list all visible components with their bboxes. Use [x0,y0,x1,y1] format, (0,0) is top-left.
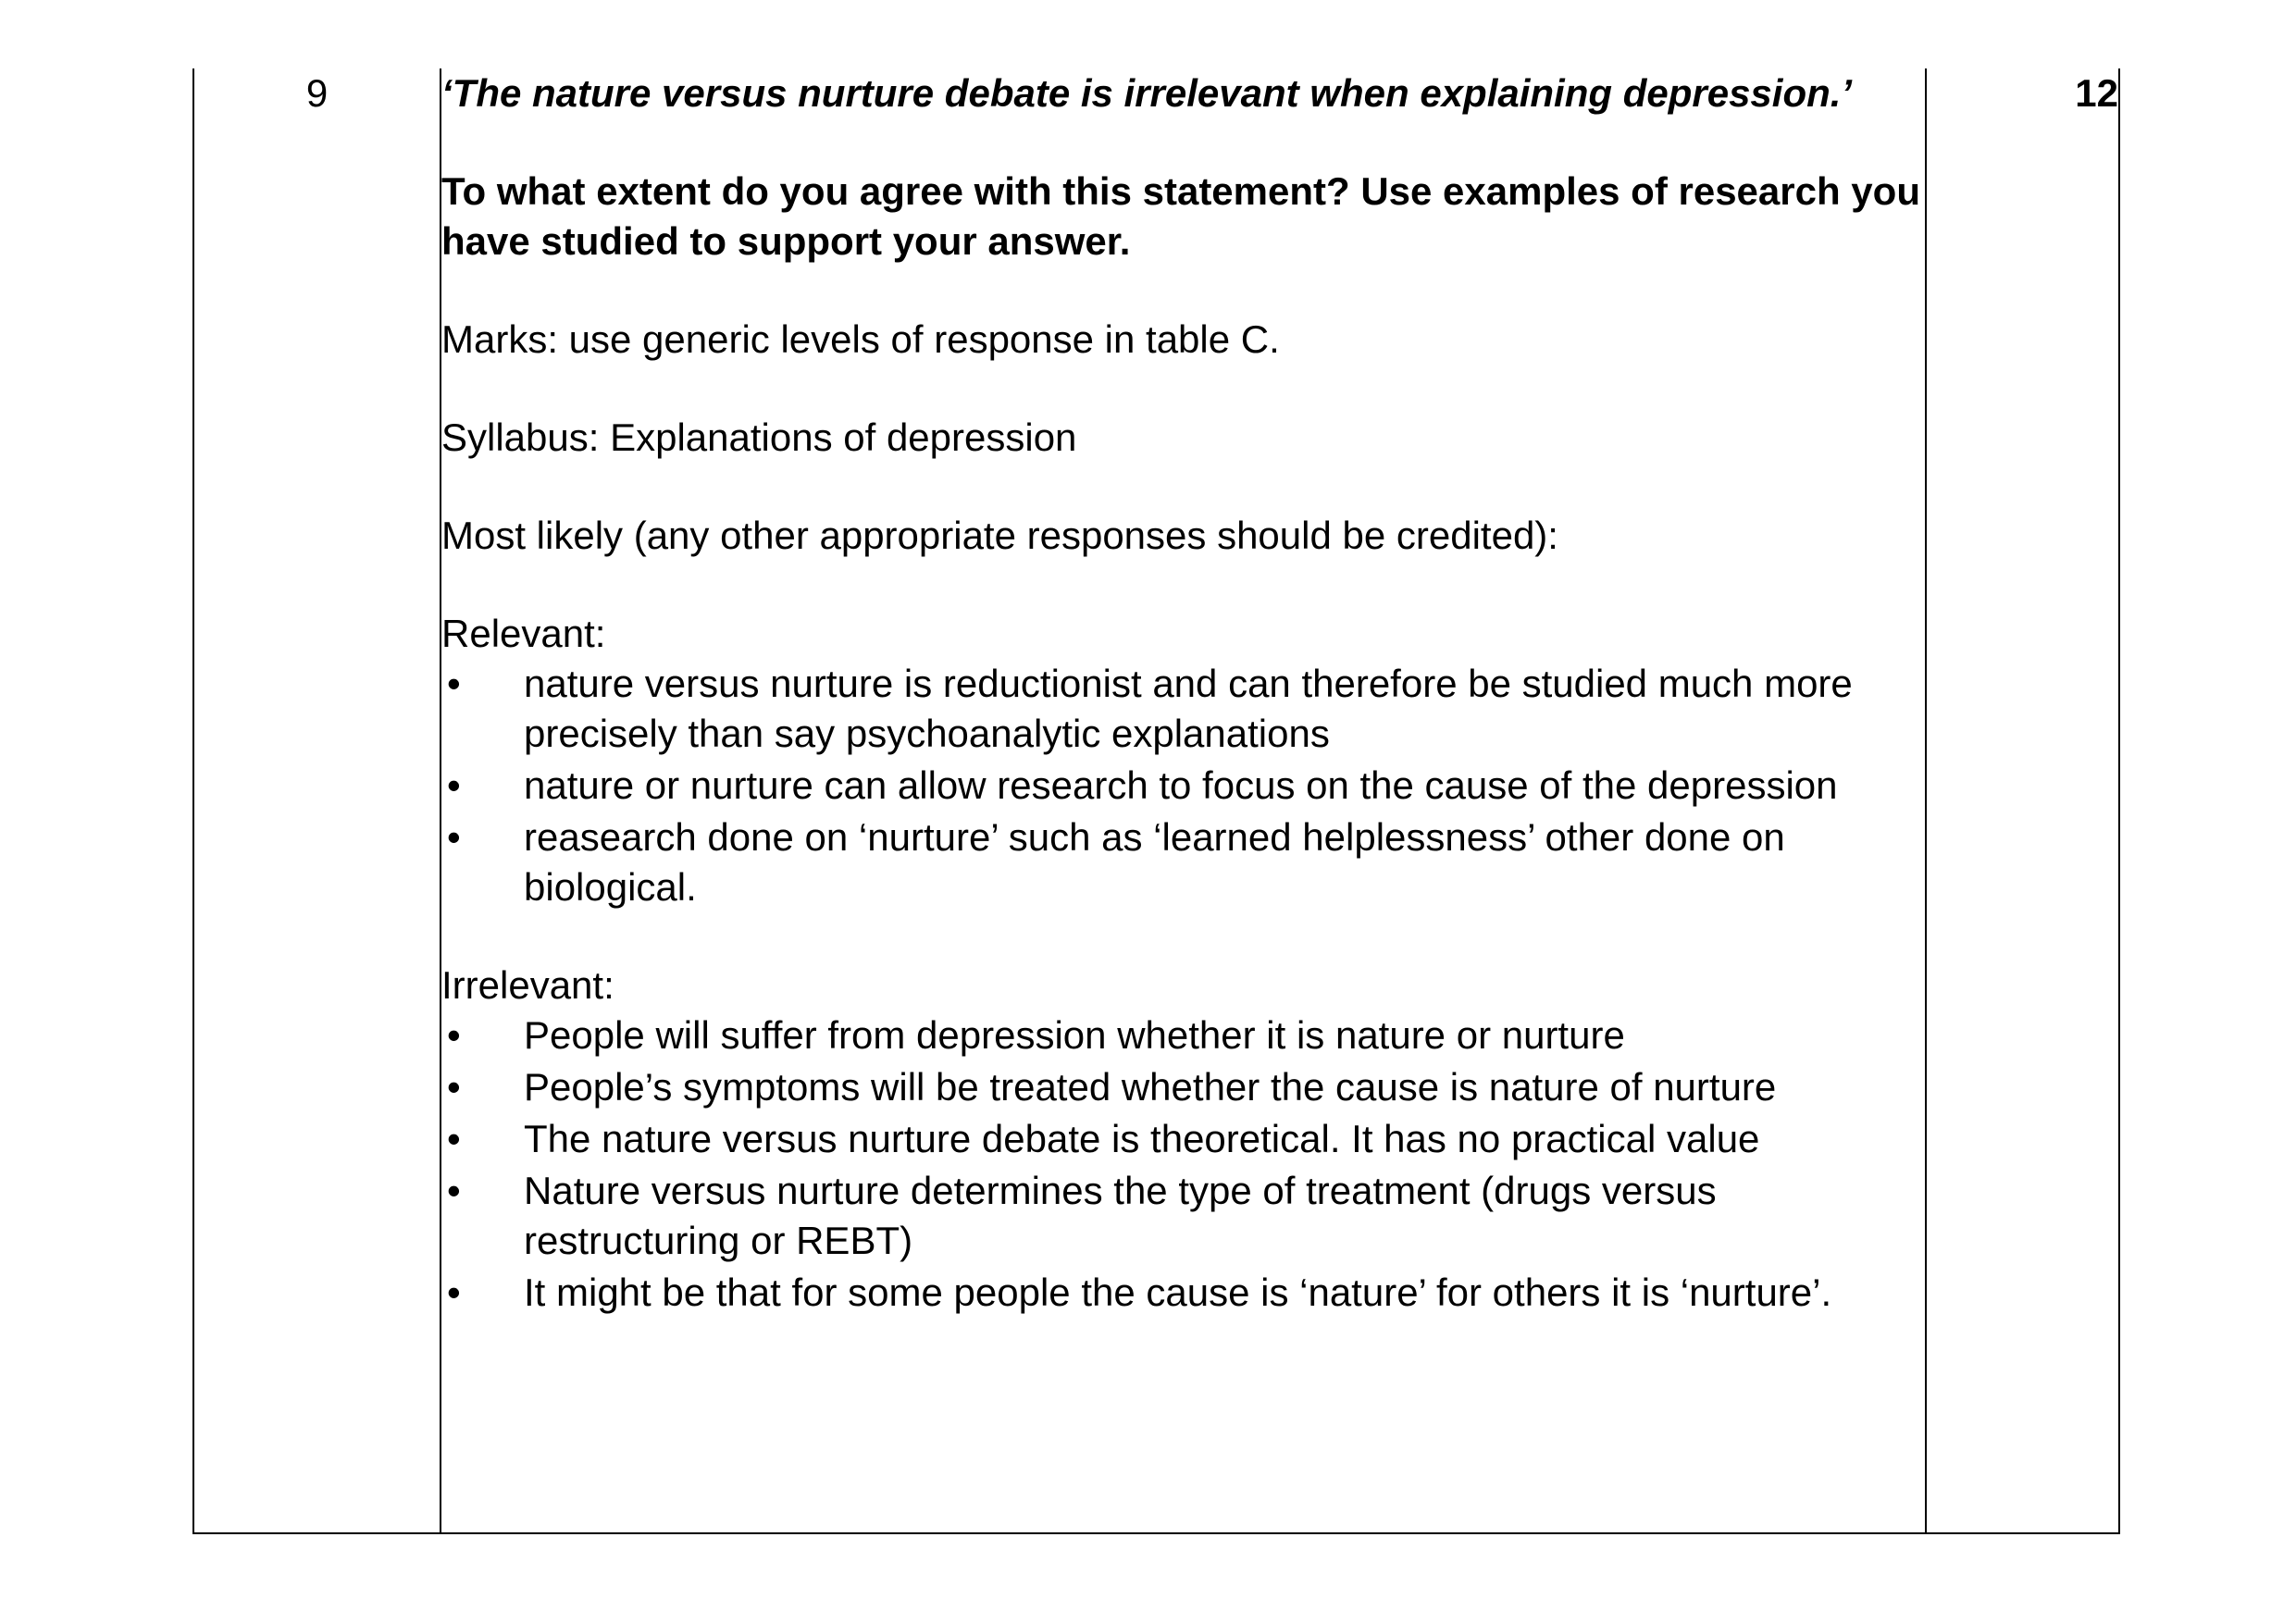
list-item [441,761,1925,811]
bullet-icon: • [447,1065,461,1109]
list-item-text: nature versus nurture is reductionist and can therefore be studied much more precisely than say psychoanalytic explanations [524,662,1853,755]
bullet-icon: • [447,815,461,859]
answer-cell [441,68,1926,1533]
list-item [441,1114,1925,1164]
relevant-list [441,659,1925,912]
list-item-text: It might be that for some people the cause is ‘nature’ for others it is ‘nurture’. [524,1271,1832,1314]
list-item [441,812,1925,912]
bullet-icon: • [447,1013,461,1057]
question-quote: ‘The nature versus nurture debate is irrelevant when explaining depression.’ [441,71,1853,115]
question-instruction: To what extent do you agree with this statement? Use examples of research you have studied to support your answer. [441,169,1920,263]
list-item-text: People will suffer from depression whether it is nature or nurture [524,1013,1625,1057]
mark-scheme-table [192,68,2120,1534]
list-item [441,659,1925,759]
question-marks: 12 [1926,68,2119,1533]
marks-note: Marks: use generic levels of response in table C. [441,317,1280,361]
list-item-text: Nature versus nurture determines the type of treatment (drugs versus restructuring or REBT) [524,1169,1717,1262]
list-item [441,1010,1925,1060]
irrelevant-heading: Irrelevant: [441,963,614,1007]
list-item [441,1062,1925,1112]
question-number: 9 [193,68,441,1533]
bullet-icon: • [447,1169,461,1212]
list-item [441,1166,1925,1266]
list-item-text: People’s symptoms will be treated whether the cause is nature of nurture [524,1065,1777,1109]
bullet-icon: • [447,1271,461,1314]
bullet-icon: • [447,1117,461,1160]
syllabus-line: Syllabus: Explanations of depression [441,415,1077,459]
list-item [441,1268,1925,1318]
most-likely-line: Most likely (any other appropriate responses should be credited): [441,514,1558,557]
list-item-text: nature or nurture can allow research to focus on the cause of the depression [524,763,1838,807]
bullet-icon: • [447,662,461,705]
irrelevant-list [441,1010,1925,1318]
list-item-text: The nature versus nurture debate is theoretical. It has no practical value [524,1117,1760,1160]
bullet-icon: • [447,763,461,807]
relevant-heading: Relevant: [441,612,606,655]
list-item-text: reasearch done on ‘nurture’ such as ‘learned helplessness’ other done on biological. [524,815,1785,909]
question-row [193,68,2119,1533]
